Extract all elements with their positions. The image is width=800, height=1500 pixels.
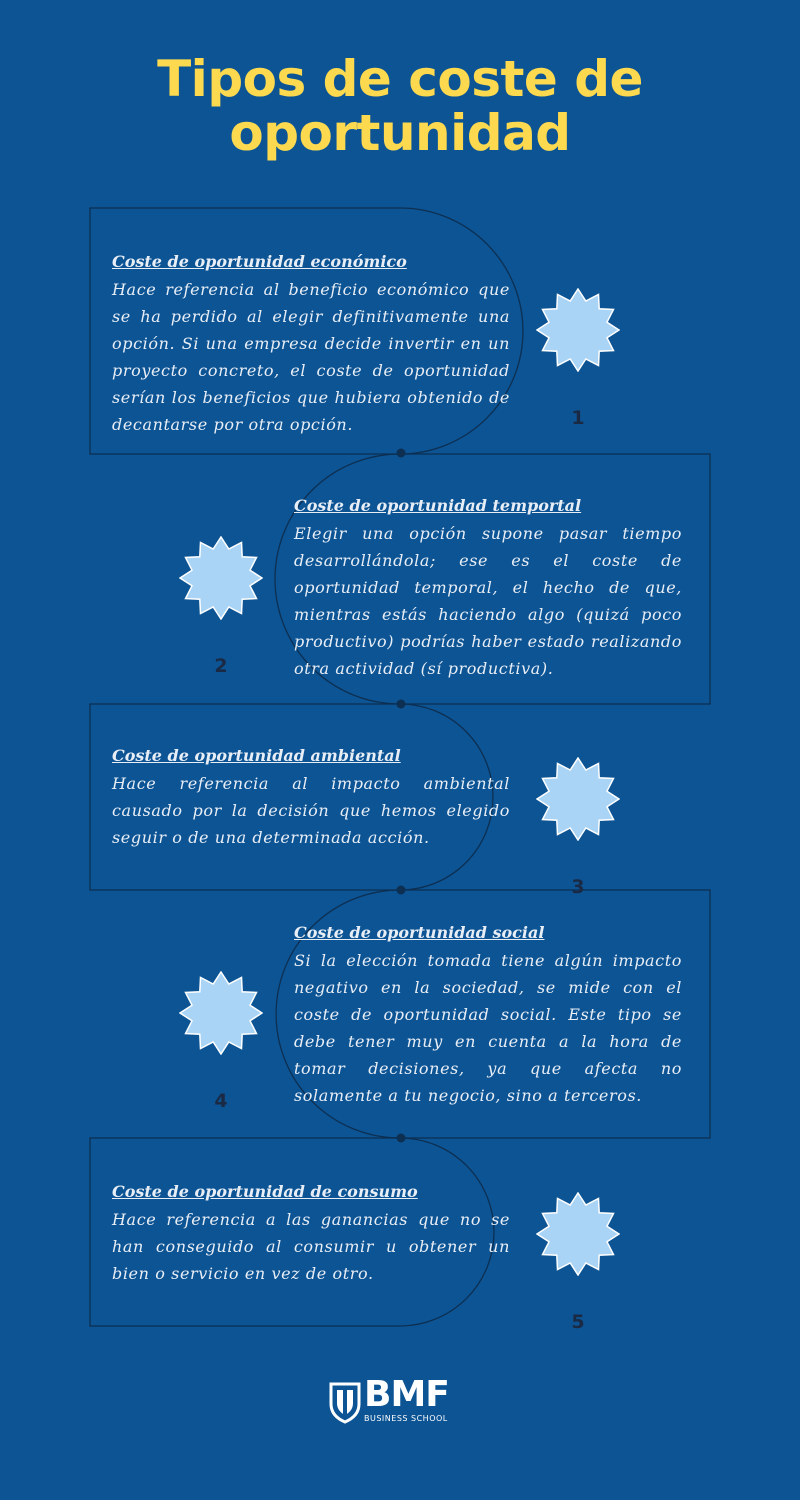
card-4-text: Si la elección tomada tiene algún impacto negativo en la sociedad, se mide con el coste de oportunidad social. Este tipo se debe tener muy en cuenta a la hora de tomar decisiones, ya que afecta no solamente a tu negocio, sino a terceros.	[294, 951, 682, 1105]
card-3	[112, 744, 510, 851]
starburst-shape	[537, 1193, 619, 1275]
badge-3-number: 3	[571, 876, 585, 898]
card-3-heading: Coste de oportunidad ambiental	[112, 746, 401, 765]
badge-2-number: 2	[214, 655, 228, 677]
badge-3	[536, 757, 620, 898]
bmf-logo	[328, 1374, 452, 1426]
card-4-heading: Coste de oportunidad social	[294, 923, 545, 942]
connector-dot-2	[397, 700, 406, 709]
card-4	[294, 921, 682, 1109]
starburst-shape	[537, 289, 619, 371]
badge-5	[536, 1192, 620, 1333]
card-2-heading: Coste de oportunidad temportal	[294, 496, 582, 515]
badge-4-number: 4	[214, 1090, 228, 1112]
card-3-text: Hace referencia al impacto ambiental causado por la decisión que hemos elegido seguir o de una determinada acción.	[112, 774, 510, 847]
badge-1	[536, 288, 620, 429]
card-1-text: Hace referencia al beneficio económico que se ha perdido al elegir definitivamente una opción. Si una empresa decide invertir en un proyecto concreto, el coste de oportunidad serían los beneficios que hubiera obtenido de decantarse por otra opción.	[112, 280, 510, 434]
card-5-heading: Coste de oportunidad de consumo	[112, 1182, 418, 1201]
starburst-shape	[180, 972, 262, 1054]
starburst-icon	[179, 536, 263, 620]
card-2	[294, 494, 682, 682]
badge-5-number: 5	[571, 1311, 585, 1333]
badge-1-number: 1	[571, 407, 585, 429]
logo-subtitle: BUSINESS SCHOOL	[364, 1414, 448, 1423]
badge-2	[179, 536, 263, 677]
card-1-heading: Coste de oportunidad económico	[112, 252, 407, 271]
starburst-icon	[179, 971, 263, 1055]
badge-4	[179, 971, 263, 1112]
card-5	[112, 1180, 510, 1287]
starburst-shape	[180, 537, 262, 619]
starburst-shape	[537, 758, 619, 840]
connector-dot-1	[397, 449, 406, 458]
connector-dot-3	[397, 886, 406, 895]
shield-icon	[328, 1380, 362, 1424]
card-2-text: Elegir una opción supone pasar tiempo desarrollándola; ese es el coste de oportunidad temporal, el hecho de que, mientras estás haciendo algo (quizá poco productivo) podrías haber estado realizando otra actividad (sí productiva).	[294, 524, 682, 678]
starburst-icon	[536, 1192, 620, 1276]
card-5-text: Hace referencia a las ganancias que no se han conseguido al consumir u obtener un bien o servicio en vez de otro.	[112, 1210, 510, 1283]
page-title-line-1: Tipos de coste de	[157, 50, 643, 108]
starburst-icon	[536, 757, 620, 841]
connector-dot-4	[397, 1134, 406, 1143]
card-1	[112, 250, 510, 438]
page-title-line-2: oportunidad	[229, 104, 571, 162]
logo-name: BMF	[364, 1374, 449, 1415]
starburst-icon	[536, 288, 620, 372]
